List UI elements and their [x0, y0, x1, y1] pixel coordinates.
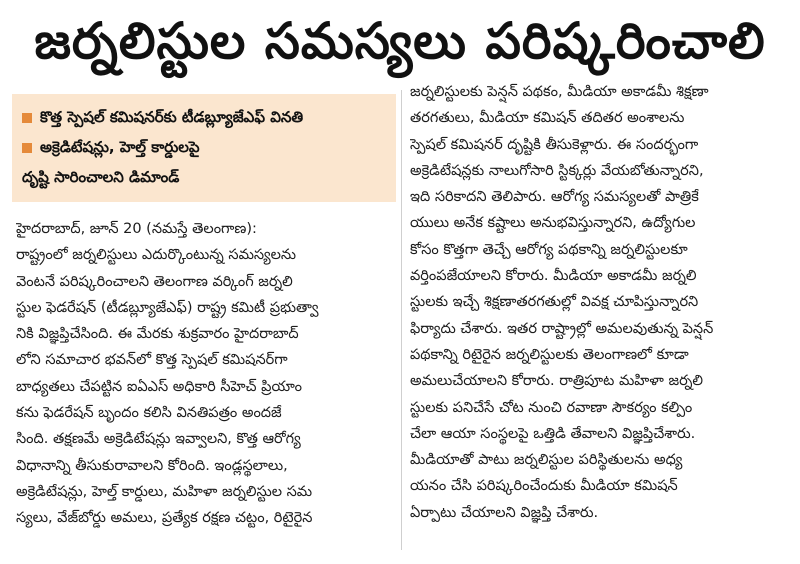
bullet-icon — [22, 113, 32, 123]
text-line: స్యలు, వేజ్‌బోర్డు అమలు, ప్రత్యేక రక్షణ చట్టం, రిటైరైన — [16, 510, 313, 527]
text-line: లోని సమాచార భవన్‌లో కొత్త స్పెషల్ కమిషనర్‌గా — [16, 352, 288, 369]
text-line: ఏర్పాటు చేయాలని విజ్ఞప్తి చేశారు. — [410, 504, 599, 521]
text-line: సింది. తక్షణమే అక్రెడిటేషన్లు ఇవ్వాలని, కొత్త ఆరోగ్య — [16, 431, 301, 448]
subheadline-2-text: అక్రెడిటేషన్లు, హెల్త్ కార్డులపై — [40, 138, 200, 156]
text-line: స్టులకు ఇచ్చే శిక్షణాతరగతుల్లో వివక్ష చూపిస్తున్నారని — [410, 294, 699, 311]
subheadline-1 — [22, 102, 386, 132]
text-line: కోసం కొత్తగా తెచ్చే ఆరోగ్య పథకాన్ని జర్నలిస్టులకూ — [410, 241, 688, 258]
text-line: అమలుచేయాలని కోరారు. రాత్రిపూట మహిళా జర్నలి — [410, 373, 704, 390]
text-line: రాష్ట్రంలో జర్నలిస్టులు ఎదుర్కొంటున్న సమస్యలను — [16, 247, 297, 264]
text-line: ఫిర్యాదు చేశారు. ఇతర రాష్ట్రాల్లో అమలవుతున్న పెన్షన్ — [410, 320, 714, 337]
text-line: మీడియాతో పాటు జర్నలిస్టుల పరిస్థితులను అధ్య — [410, 452, 683, 469]
text-line: అక్రెడిటేషన్లకు నాలుగోసారి స్టిక్కర్లు వేయబోతున్నారని, — [410, 162, 704, 179]
article-column-right — [410, 79, 788, 526]
column-divider — [401, 90, 402, 550]
text-line: అక్రెడిటేషన్లు, హెల్త్ కార్డులు, మహిళా జర్నలిస్టుల సమ — [16, 483, 313, 500]
text-line: నికి విజ్ఞప్తిచేసింది. ఈ మేరకు శుక్రవారం హైదరాబాద్ — [16, 326, 299, 343]
text-line: తరగతులు, మీడియా కమిషన్ తదితర అంశాలను — [410, 110, 685, 127]
text-line: జర్నలిస్టులకు పెన్షన్ పథకం, మీడియా అకాడమీ శిక్షణా — [410, 84, 709, 100]
text-line: స్టులకు పనిచేసే చోట నుంచి రవాణా సౌకర్యం కల్పిం — [410, 399, 693, 416]
headline: జర్నలిస్టుల సమస్యలు పరిష్కరించాలి — [34, 12, 766, 70]
text-line: స్పెషల్ కమిషనర్ దృష్టికి తీసుకెళ్లారు. ఈ సందర్భంగా — [410, 136, 699, 153]
subheadline-3 — [22, 162, 386, 192]
text-line: యులు అనేక కష్టాలు అనుభవిస్తున్నారని, ఉద్యోగుల — [410, 215, 696, 232]
text-line: విధానాన్ని తీసుకురావాలని కోరింది. ఇండ్లస్థలాలు, — [16, 457, 288, 474]
text-line: వెంటనే పరిష్కరించాలని తెలంగాణ వర్కింగ్ జర్నలి — [16, 273, 293, 290]
text-line: ఇది సరికాదని తెలిపారు. ఆరోగ్య సమస్యలతో పాత్రికే — [410, 189, 699, 206]
article-column-left — [16, 216, 392, 532]
text-line: యనం చేసి పరిష్కరించేందుకు మీడియా కమిషన్ — [410, 478, 678, 495]
text-line: స్టుల ఫెడరేషన్ (టీడబ్ల్యూజేఎఫ్) రాష్ట్ర కమిటీ ప్రభుత్వా — [16, 299, 319, 316]
subheadline-1-text: కొత్త స్పెషల్ కమిషనర్‌కు టీడబ్ల్యూజేఎఫ్ వినతి — [40, 108, 304, 126]
subheadline-box — [12, 94, 396, 202]
text-line: హైదరాబాద్, జూన్ 20 (నమస్తే తెలంగాణ): — [16, 221, 257, 237]
text-line: చేలా ఆయా సంస్థలపై ఒత్తిడి తేవాలని విజ్ఞప్తిచేశారు. — [410, 425, 696, 442]
text-line: పథకాన్ని రిటైరైన జర్నలిస్టులకు తెలంగాణలో కూడా — [410, 346, 689, 363]
text-line: వర్తింపజేయాలని కోరారు. మీడియా అకాడమీ జర్నలి — [410, 268, 697, 285]
text-line: కను ఫెడరేషన్ బృందం కలిసి వినతిపత్రం అందజే — [16, 405, 282, 422]
bullet-icon — [22, 143, 32, 153]
subheadline-2 — [22, 132, 386, 162]
subheadline-3-text: దృష్టి సారించాలని డిమాండ్ — [22, 168, 180, 186]
text-line: బాధ్యతలు చేపట్టిన ఐఏఎస్ అధికారి సీహెచ్ ప్రియాం — [16, 378, 302, 395]
